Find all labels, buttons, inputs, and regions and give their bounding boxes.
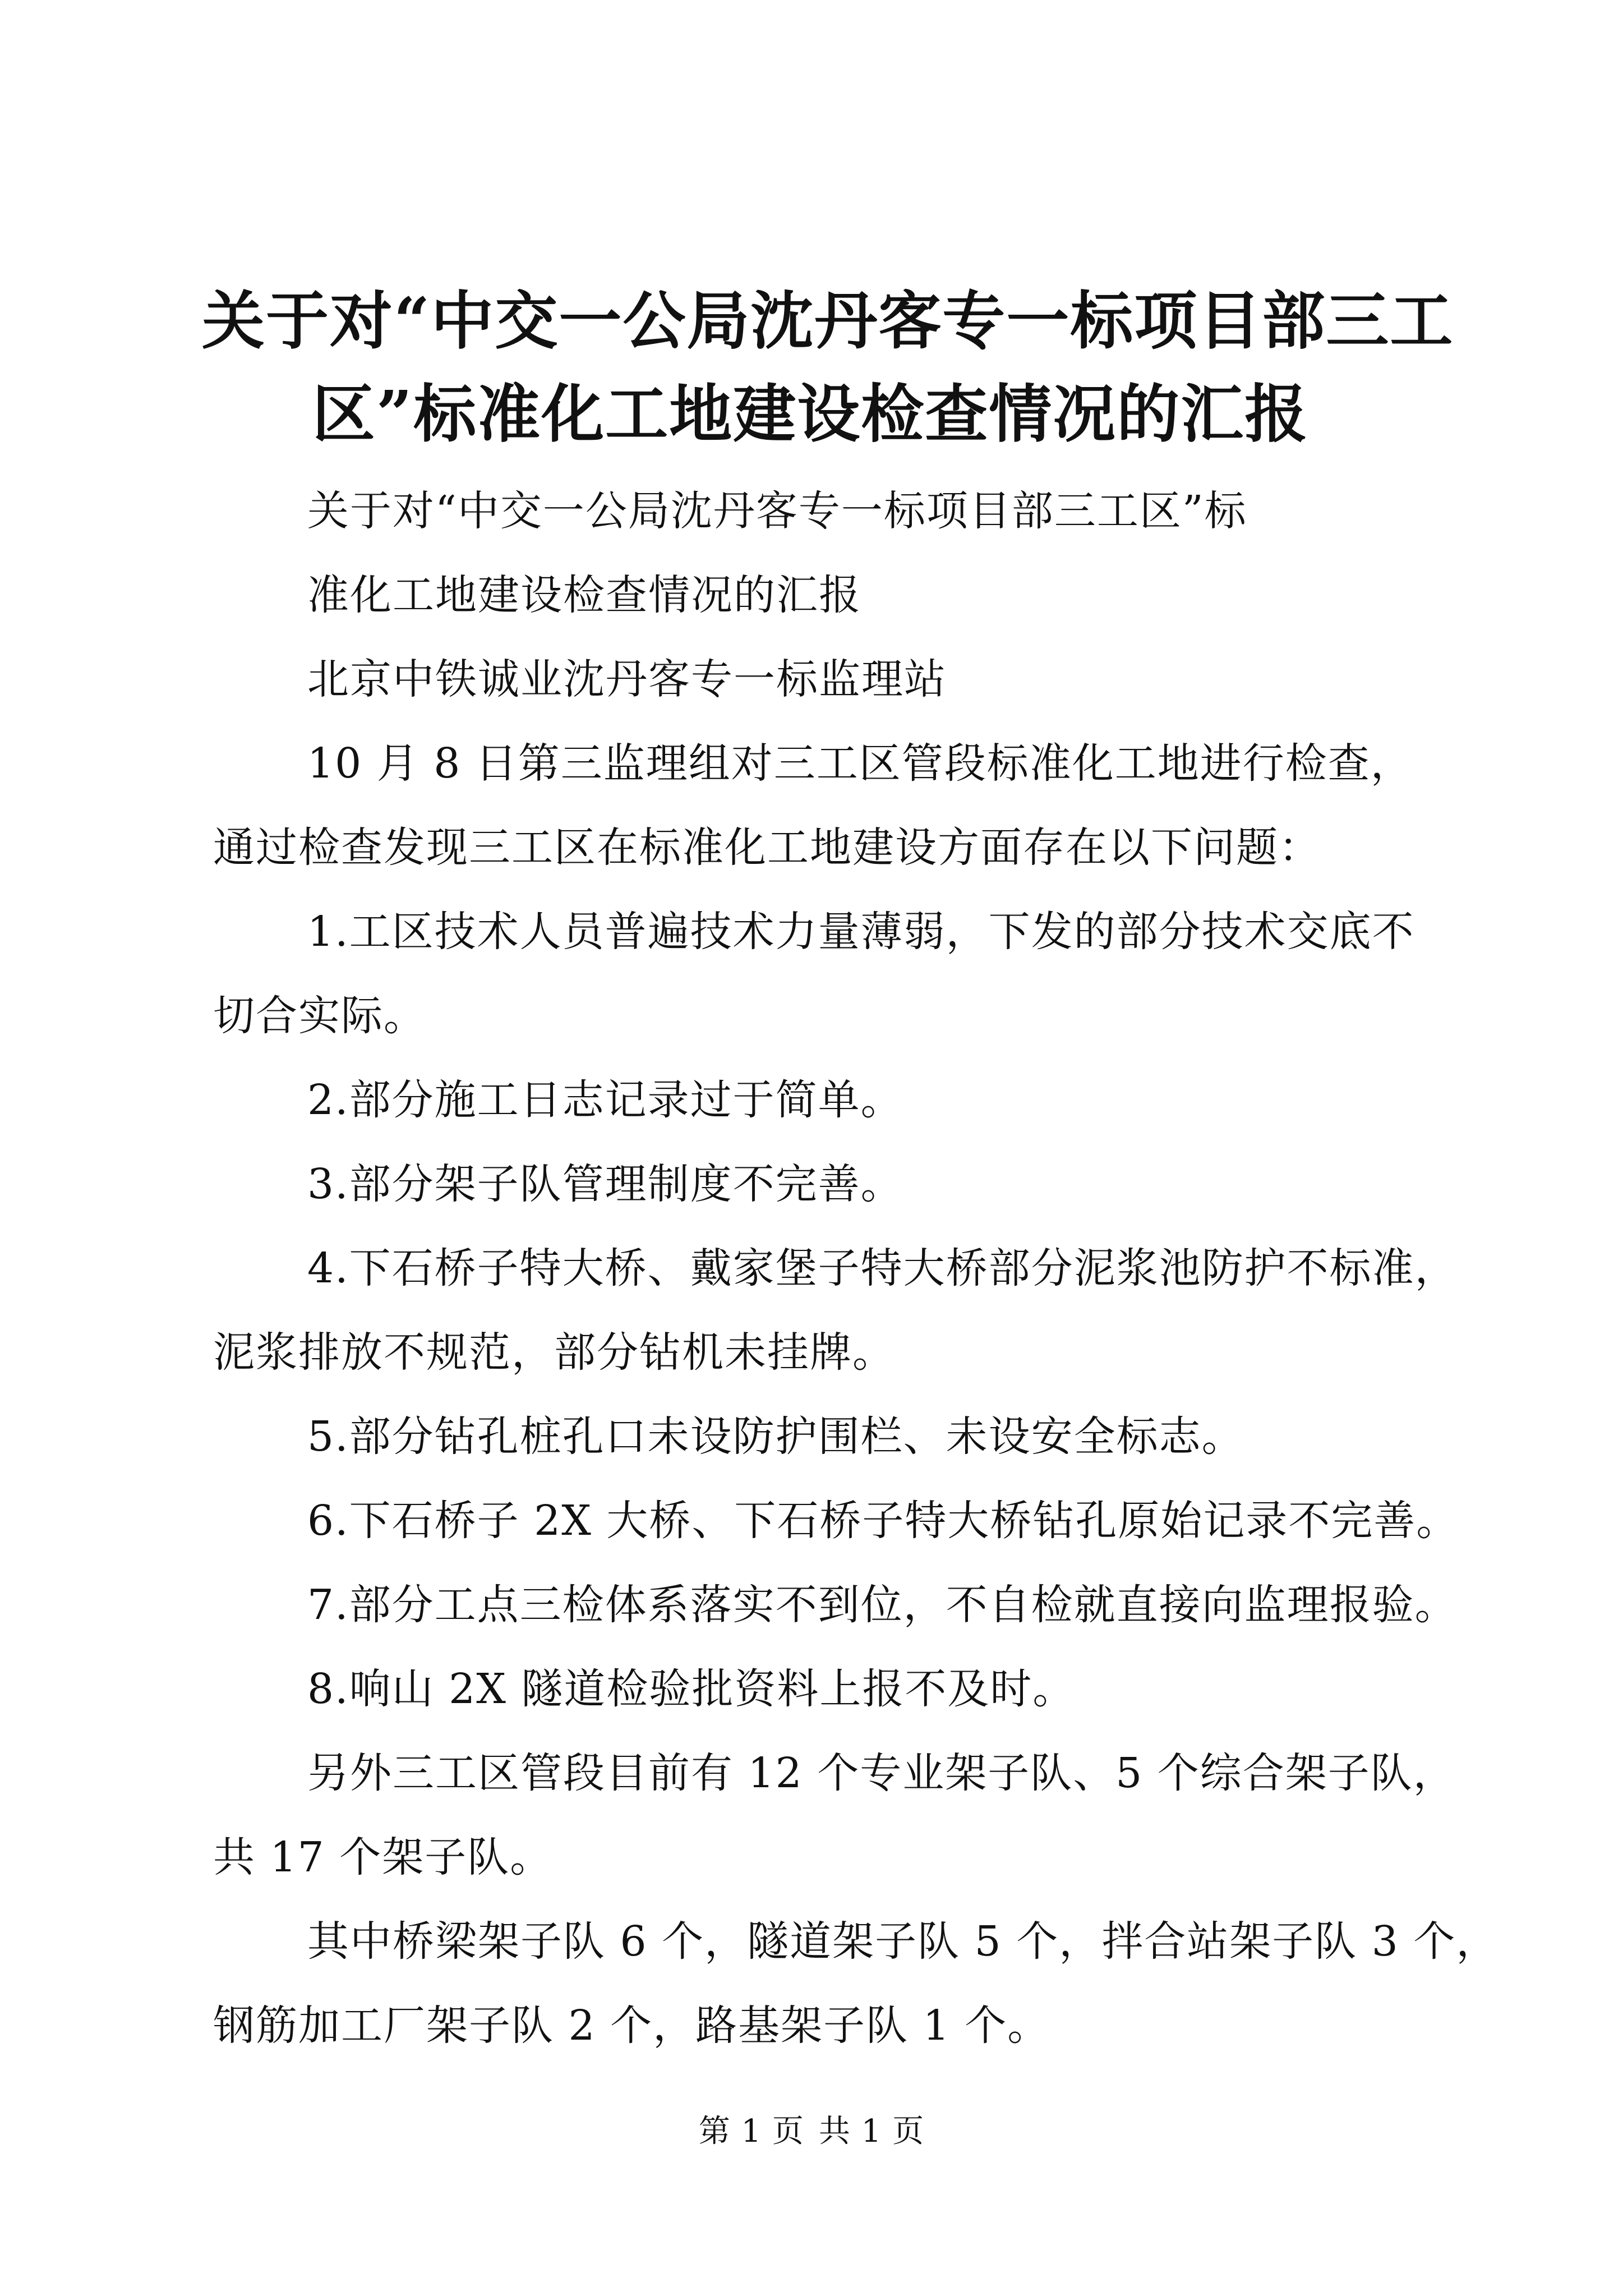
body-line: 6.下石桥子 2X 大桥、下石桥子特大桥钻孔原始记录不完善。	[307, 1497, 1459, 1545]
document-body	[213, 469, 1499, 2068]
document-title	[202, 275, 1454, 461]
body-line: 准化工地建设检查情况的汇报	[307, 571, 861, 619]
body-line: 1.工区技术人员普遍技术力量薄弱，下发的部分技术交底不	[307, 908, 1415, 956]
body-line: 7.部分工点三检体系落实不到位，不自检就直接向监理报验。	[307, 1581, 1458, 1629]
body-line: 3.部分架子队管理制度不完善。	[307, 1160, 903, 1208]
title-line-1: 关于对“中交一公局沈丹客专一标项目部三工	[202, 284, 1454, 358]
body-line: 10 月 8 日第三监理组对三工区管段标准化工地进行检查，	[307, 739, 1413, 788]
body-line: 钢筋加工厂架子队 2 个，路基架子队 1 个。	[213, 2001, 1050, 2050]
body-line: 共 17 个架子队。	[213, 1833, 553, 1881]
body-line: 北京中铁诚业沈丹客专一标监理站	[307, 655, 947, 703]
body-line: 关于对“中交一公局沈丹客专一标项目部三工区”标	[307, 487, 1247, 535]
body-line: 泥浆排放不规范，部分钻机未挂牌。	[213, 1328, 895, 1377]
page-footer	[0, 2109, 1623, 2154]
page-total: 共 1 页	[819, 2113, 925, 2150]
body-line: 切合实际。	[213, 992, 426, 1040]
body-line: 4.下石桥子特大桥、戴家堡子特大桥部分泥浆池防护不标准，	[307, 1244, 1458, 1292]
title-line-2: 区”标准化工地建设检查情况的汇报	[312, 378, 1309, 451]
body-line: 2.部分施工日志记录过于简单。	[307, 1076, 903, 1124]
body-line: 另外三工区管段目前有 12 个专业架子队、5 个综合架子队，	[307, 1749, 1456, 1797]
body-line: 8.响山 2X 隧道检验批资料上报不及时。	[307, 1665, 1076, 1713]
page-number: 第 1 页	[698, 2113, 804, 2150]
body-line: 其中桥梁架子队 6 个，隧道架子队 5 个，拌合站架子队 3 个，	[307, 1917, 1499, 1966]
body-line: 通过检查发现三工区在标准化工地建设方面存在以下问题：	[213, 823, 1321, 872]
body-line: 5.部分钻孔桩孔口未设防护围栏、未设安全标志。	[307, 1412, 1244, 1461]
